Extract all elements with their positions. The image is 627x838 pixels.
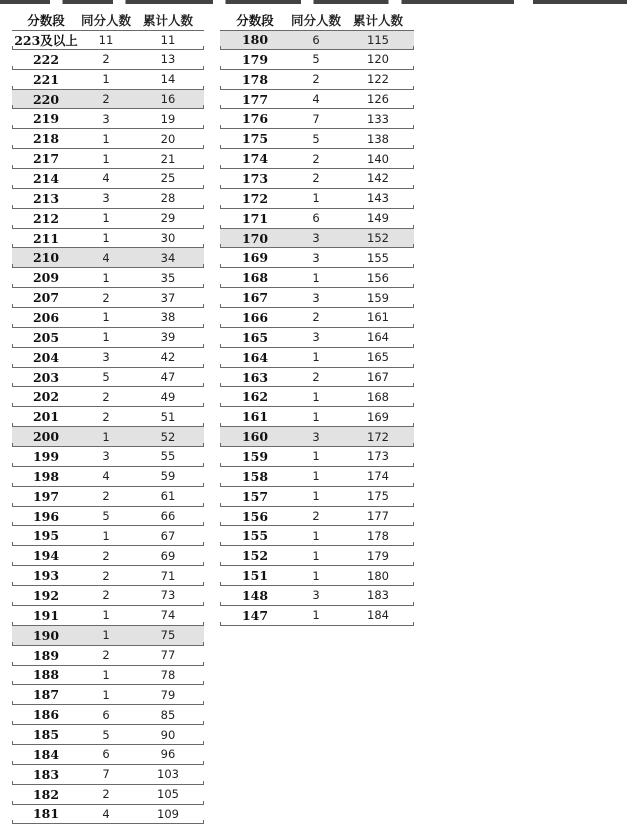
score-cell: 182	[32, 786, 60, 802]
table-row	[12, 368, 204, 388]
score-cell: 164	[241, 349, 269, 365]
count-cell: 1	[102, 211, 110, 226]
count-cell: 2	[102, 568, 110, 583]
cumulative-cell: 55	[160, 449, 176, 464]
score-cell: 163	[241, 369, 269, 385]
header-cumulative: 累计人数	[352, 13, 403, 28]
count-cell: 1	[312, 449, 320, 464]
cumulative-cell: 14	[160, 72, 176, 87]
cumulative-cell: 167	[367, 370, 389, 385]
count-cell: 1	[312, 568, 320, 583]
score-cell: 180	[241, 32, 269, 48]
score-cell: 219	[32, 111, 60, 127]
count-cell: 1	[312, 389, 320, 404]
score-cell: 156	[241, 508, 269, 524]
cumulative-cell: 168	[367, 389, 389, 404]
table-row	[220, 109, 414, 129]
table-header	[12, 10, 204, 30]
table-row	[220, 149, 414, 169]
table-row	[220, 407, 414, 427]
table-row	[220, 447, 414, 467]
table-row	[220, 169, 414, 189]
cumulative-cell: 59	[160, 469, 176, 484]
count-cell: 1	[102, 429, 110, 444]
count-cell: 1	[102, 72, 110, 87]
score-cell: 155	[241, 528, 269, 544]
score-cell: 211	[32, 230, 60, 246]
cumulative-cell: 169	[367, 409, 389, 424]
cumulative-cell: 152	[367, 231, 389, 246]
score-cell: 202	[32, 389, 60, 405]
cumulative-cell: 184	[367, 608, 389, 623]
cumulative-cell: 173	[367, 449, 389, 464]
score-cell: 212	[32, 210, 60, 226]
cumulative-cell: 161	[367, 310, 389, 325]
count-cell: 4	[102, 806, 110, 821]
score-cell: 158	[241, 468, 269, 484]
table-row	[12, 526, 204, 546]
score-cell: 173	[241, 170, 269, 186]
score-cell: 157	[241, 488, 269, 504]
cumulative-cell: 142	[367, 171, 389, 186]
table-row	[12, 507, 204, 527]
cumulative-cell: 29	[160, 211, 176, 226]
cumulative-cell: 159	[367, 290, 389, 305]
count-cell: 5	[312, 131, 320, 146]
score-cell: 147	[241, 607, 269, 623]
score-cell: 175	[241, 131, 269, 147]
table-row	[12, 149, 204, 169]
count-cell: 2	[102, 409, 110, 424]
score-cell: 177	[241, 91, 269, 107]
count-cell: 3	[312, 429, 320, 444]
score-cell: 198	[32, 468, 60, 484]
table-row	[12, 546, 204, 566]
count-cell: 2	[312, 72, 320, 87]
score-cell: 220	[32, 91, 60, 107]
score-cell: 199	[32, 448, 60, 464]
cumulative-cell: 28	[160, 191, 176, 206]
count-cell: 1	[312, 528, 320, 543]
table-row	[12, 705, 204, 725]
score-cell: 161	[241, 409, 269, 425]
score-cell: 159	[241, 448, 269, 464]
cumulative-cell: 126	[367, 92, 389, 106]
score-cell: 213	[32, 190, 60, 206]
count-cell: 7	[102, 767, 110, 782]
score-cell: 218	[32, 131, 60, 147]
cumulative-cell: 13	[160, 52, 176, 67]
table-row	[220, 90, 414, 110]
score-cell: 171	[241, 210, 269, 226]
count-cell: 2	[312, 151, 320, 166]
count-cell: 1	[312, 489, 320, 504]
table-row	[12, 90, 204, 110]
cumulative-cell: 37	[160, 290, 176, 305]
count-cell: 4	[102, 250, 110, 265]
table-row	[12, 268, 204, 288]
cumulative-cell: 177	[367, 509, 389, 524]
count-cell: 2	[102, 489, 110, 504]
score-cell: 162	[241, 389, 269, 405]
header-count: 同分人数	[290, 13, 341, 28]
cumulative-cell: 47	[160, 370, 176, 385]
count-cell: 5	[312, 52, 320, 67]
table-row	[12, 646, 204, 666]
count-cell: 3	[102, 449, 110, 464]
cumulative-cell: 16	[160, 92, 176, 106]
table-row	[220, 387, 414, 407]
count-cell: 3	[102, 111, 110, 126]
count-cell: 1	[312, 191, 320, 206]
cumulative-cell: 138	[367, 131, 389, 146]
cumulative-cell: 30	[160, 231, 176, 246]
count-cell: 4	[102, 171, 110, 186]
count-cell: 1	[102, 231, 110, 246]
cumulative-cell: 155	[367, 250, 389, 265]
score-cell: 200	[32, 429, 60, 445]
cumulative-cell: 178	[367, 528, 389, 543]
table-row	[12, 248, 204, 268]
score-cell: 151	[241, 568, 269, 584]
count-cell: 5	[102, 370, 110, 385]
count-cell: 2	[102, 648, 110, 663]
count-cell: 5	[102, 509, 110, 524]
count-cell: 11	[98, 32, 114, 47]
score-cell: 188	[32, 667, 60, 683]
count-cell: 1	[312, 548, 320, 563]
score-cell: 174	[241, 151, 269, 167]
cumulative-cell: 115	[367, 32, 389, 47]
count-cell: 1	[102, 528, 110, 543]
score-cell: 148	[241, 587, 269, 603]
cumulative-cell: 175	[367, 489, 389, 504]
table-row	[12, 288, 204, 308]
table-row	[12, 229, 204, 249]
cumulative-cell: 51	[160, 409, 176, 424]
table-row	[12, 328, 204, 348]
score-cell: 194	[32, 548, 60, 564]
table-row	[12, 50, 204, 70]
cumulative-cell: 78	[160, 667, 176, 682]
cumulative-cell: 122	[367, 72, 389, 87]
score-cell: 204	[32, 349, 60, 365]
table-row	[12, 109, 204, 129]
table-row	[220, 566, 414, 586]
count-cell: 3	[312, 231, 320, 246]
table-row	[220, 586, 414, 606]
table-row	[220, 288, 414, 308]
score-cell: 191	[32, 607, 60, 623]
table-row	[12, 606, 204, 626]
score-table-right	[220, 10, 414, 626]
count-cell: 1	[312, 350, 320, 365]
header-cumulative: 累计人数	[142, 13, 193, 28]
cumulative-cell: 172	[367, 429, 389, 444]
cumulative-cell: 73	[160, 588, 176, 603]
score-cell: 197	[32, 488, 60, 504]
score-cell: 165	[241, 329, 269, 345]
count-cell: 2	[102, 290, 110, 305]
table-row	[12, 189, 204, 209]
count-cell: 3	[102, 350, 110, 365]
count-cell: 4	[312, 92, 320, 106]
table-row	[12, 169, 204, 189]
score-cell: 170	[241, 230, 269, 246]
table-row	[12, 586, 204, 606]
table-row	[12, 129, 204, 149]
cumulative-cell: 179	[367, 548, 389, 563]
table-row	[12, 348, 204, 368]
score-cell: 222	[32, 51, 60, 67]
score-cell: 190	[32, 627, 60, 643]
cumulative-cell: 133	[367, 111, 389, 126]
cumulative-cell: 77	[160, 648, 176, 663]
table-row	[220, 308, 414, 328]
count-cell: 1	[102, 151, 110, 166]
count-cell: 2	[312, 370, 320, 385]
score-cell: 192	[32, 587, 60, 603]
score-cell: 183	[32, 766, 60, 782]
table-row	[12, 308, 204, 328]
count-cell: 3	[312, 250, 320, 265]
table-row	[12, 467, 204, 487]
count-cell: 3	[312, 330, 320, 345]
cumulative-cell: 79	[160, 687, 176, 702]
cumulative-cell: 21	[160, 151, 176, 166]
score-cell: 172	[241, 190, 269, 206]
cumulative-cell: 20	[160, 131, 176, 146]
cumulative-cell: 109	[157, 806, 179, 821]
score-cell: 209	[32, 270, 60, 286]
cumulative-cell: 149	[367, 211, 389, 226]
table-row	[220, 189, 414, 209]
table-row	[220, 348, 414, 368]
cumulative-cell: 165	[367, 350, 389, 365]
cumulative-cell: 183	[367, 588, 389, 603]
table-row	[220, 129, 414, 149]
table-row	[220, 70, 414, 90]
cumulative-cell: 61	[160, 489, 176, 504]
score-cell: 207	[32, 290, 60, 306]
count-cell: 1	[102, 330, 110, 345]
table-row	[220, 526, 414, 546]
header-score: 分数段	[27, 13, 65, 28]
table-row	[220, 268, 414, 288]
count-cell: 1	[312, 409, 320, 424]
count-cell: 6	[312, 211, 320, 226]
table-row	[12, 387, 204, 407]
cumulative-cell: 143	[367, 191, 389, 206]
score-cell: 223及以上	[14, 32, 78, 48]
score-cell: 167	[241, 290, 269, 306]
cumulative-cell: 25	[160, 171, 176, 186]
table-row	[12, 209, 204, 229]
cumulative-cell: 49	[160, 389, 176, 404]
cumulative-cell: 140	[367, 151, 389, 166]
table-row	[12, 626, 204, 646]
score-cell: 206	[32, 309, 60, 325]
table-row	[12, 30, 204, 50]
cumulative-cell: 67	[160, 528, 176, 543]
count-cell: 1	[102, 131, 110, 146]
cumulative-cell: 85	[160, 707, 176, 722]
header-score: 分数段	[236, 13, 274, 28]
score-cell: 195	[32, 528, 60, 544]
score-cell: 169	[241, 250, 269, 266]
count-cell: 2	[312, 171, 320, 186]
count-cell: 2	[102, 588, 110, 603]
count-cell: 1	[102, 608, 110, 623]
count-cell: 2	[102, 52, 110, 67]
score-cell: 205	[32, 329, 60, 345]
score-cell: 152	[241, 548, 269, 564]
count-cell: 3	[102, 191, 110, 206]
table-body	[12, 30, 204, 824]
cumulative-cell: 74	[160, 608, 176, 623]
count-cell: 1	[102, 628, 110, 643]
count-cell: 2	[102, 389, 110, 404]
cumulative-cell: 75	[160, 628, 176, 643]
table-row	[12, 805, 204, 825]
score-cell: 160	[241, 429, 269, 445]
cumulative-cell: 156	[367, 270, 389, 285]
table-row	[12, 566, 204, 586]
score-cell: 210	[32, 250, 60, 266]
count-cell: 3	[312, 290, 320, 305]
count-cell: 2	[102, 548, 110, 563]
table-row	[12, 765, 204, 785]
count-cell: 4	[102, 469, 110, 484]
count-cell: 1	[102, 687, 110, 702]
count-cell: 1	[312, 469, 320, 484]
cumulative-cell: 19	[160, 111, 176, 126]
score-cell: 189	[32, 647, 60, 663]
count-cell: 3	[312, 588, 320, 603]
cumulative-cell: 105	[157, 787, 179, 802]
score-cell: 176	[241, 111, 269, 127]
table-row	[220, 50, 414, 70]
count-cell: 1	[102, 270, 110, 285]
cumulative-cell: 120	[367, 52, 389, 67]
score-cell: 193	[32, 568, 60, 584]
count-cell: 1	[312, 270, 320, 285]
score-cell: 186	[32, 707, 60, 723]
cumulative-cell: 103	[157, 767, 179, 782]
score-cell: 196	[32, 508, 60, 524]
table-row	[12, 427, 204, 447]
count-cell: 2	[102, 787, 110, 802]
table-row	[12, 487, 204, 507]
cumulative-cell: 38	[160, 310, 176, 325]
count-cell: 6	[102, 747, 110, 762]
table-row	[12, 407, 204, 427]
table-row	[12, 447, 204, 467]
cumulative-cell: 69	[160, 548, 176, 563]
table-row	[220, 209, 414, 229]
score-cell: 179	[241, 51, 269, 67]
score-table-left	[12, 10, 204, 824]
cumulative-cell: 180	[367, 568, 389, 583]
count-cell: 6	[102, 707, 110, 722]
table-row	[220, 248, 414, 268]
score-cell: 201	[32, 409, 60, 425]
cumulative-cell: 71	[160, 568, 176, 583]
table-row	[12, 785, 204, 805]
score-cell: 166	[241, 309, 269, 325]
cumulative-cell: 35	[160, 270, 176, 285]
count-cell: 1	[102, 310, 110, 325]
cropped-top-text-strip	[0, 0, 627, 4]
table-row	[12, 70, 204, 90]
table-row	[220, 507, 414, 527]
table-row	[12, 685, 204, 705]
cumulative-cell: 39	[160, 330, 176, 345]
cumulative-cell: 11	[160, 32, 176, 47]
cumulative-cell: 66	[160, 509, 176, 524]
score-cell: 214	[32, 170, 60, 186]
header-count: 同分人数	[80, 13, 131, 28]
count-cell: 2	[312, 310, 320, 325]
score-cell: 178	[241, 71, 269, 87]
table-row	[220, 467, 414, 487]
score-cell: 217	[32, 151, 60, 167]
table-row	[220, 368, 414, 388]
table-row	[220, 606, 414, 626]
table-body	[220, 30, 414, 626]
cumulative-cell: 52	[160, 429, 176, 444]
cumulative-cell: 42	[160, 350, 176, 365]
score-cell: 184	[32, 746, 60, 762]
score-cell: 203	[32, 369, 60, 385]
count-cell: 6	[312, 32, 320, 47]
score-cell: 221	[32, 71, 60, 87]
cumulative-cell: 96	[160, 747, 176, 762]
score-cell: 185	[32, 727, 60, 742]
cumulative-cell: 34	[160, 250, 176, 265]
score-cell: 187	[32, 687, 60, 703]
count-cell: 2	[102, 92, 110, 106]
cumulative-cell: 174	[367, 469, 389, 484]
table-row	[220, 427, 414, 447]
cumulative-cell: 164	[367, 330, 389, 345]
count-cell: 1	[102, 667, 110, 682]
table-row	[220, 487, 414, 507]
count-cell: 7	[312, 111, 320, 126]
score-cell: 168	[241, 270, 269, 286]
count-cell: 1	[312, 608, 320, 623]
table-row	[220, 30, 414, 50]
table-row	[220, 546, 414, 566]
count-cell: 5	[102, 727, 110, 742]
table-row	[12, 725, 204, 745]
score-cell: 181	[32, 806, 60, 822]
table-row	[12, 745, 204, 765]
count-cell: 2	[312, 509, 320, 524]
table-row	[220, 229, 414, 249]
table-header	[220, 10, 414, 30]
table-row	[12, 666, 204, 686]
table-row	[220, 328, 414, 348]
cumulative-cell: 90	[160, 727, 176, 742]
